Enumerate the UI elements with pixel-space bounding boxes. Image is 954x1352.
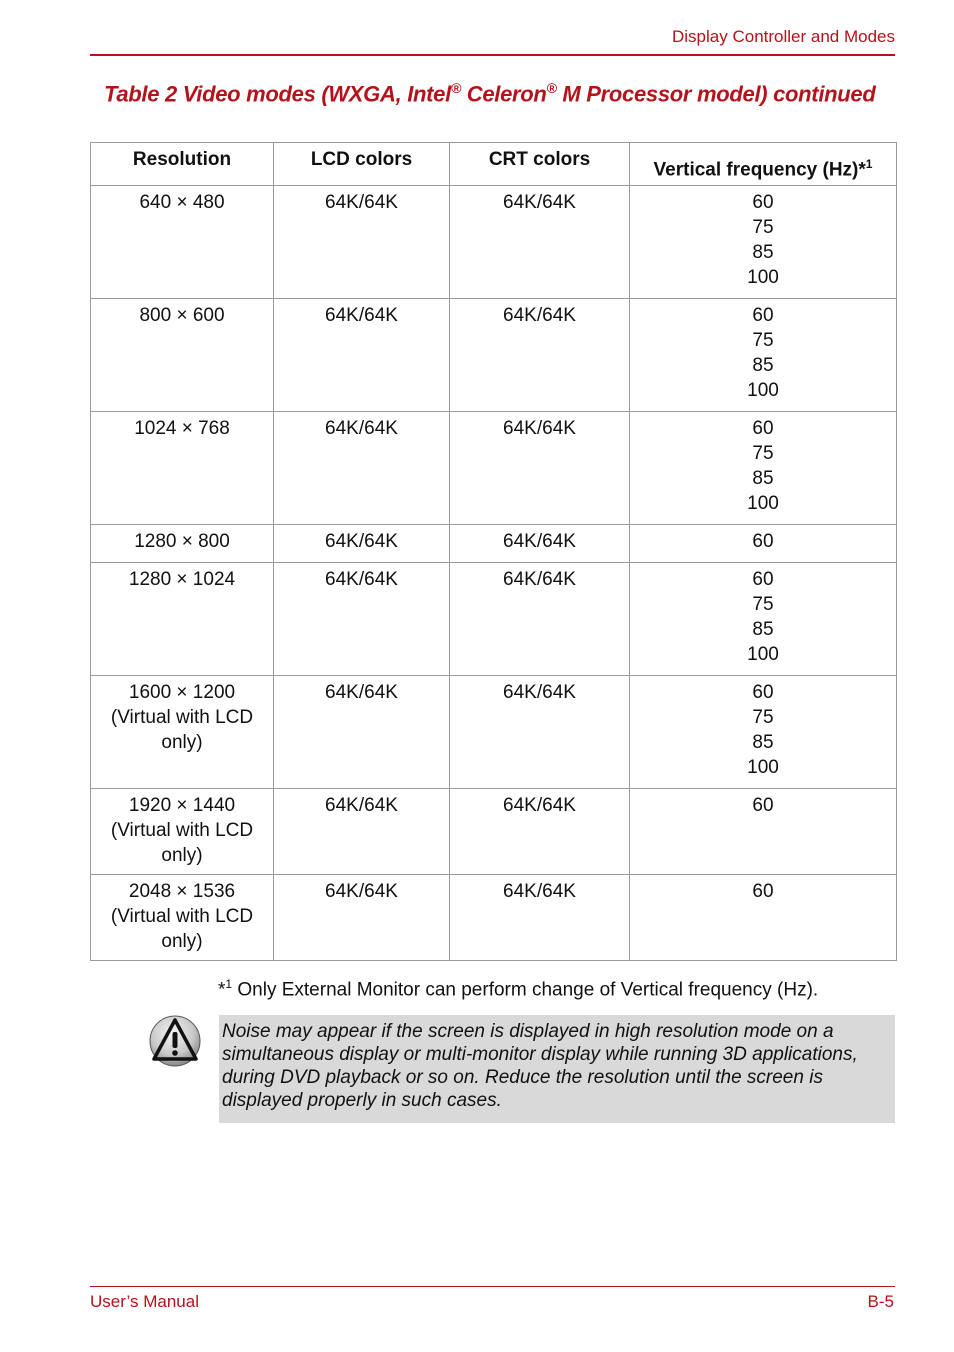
frequency-cell	[630, 563, 897, 676]
frequency-value: 75	[752, 217, 774, 238]
table-row	[91, 875, 897, 961]
running-header: Display Controller and Modes	[672, 27, 895, 46]
table-row	[91, 525, 897, 563]
resolution-cell	[91, 299, 274, 412]
resolution-note: (Virtual with LCD	[110, 820, 254, 841]
resolution-value: 1280 × 1024	[128, 569, 236, 590]
header-divider	[90, 54, 895, 56]
footnote-star: *	[218, 979, 226, 1001]
resolution-note: (Virtual with LCD	[110, 906, 254, 927]
frequency-value: 100	[747, 380, 779, 401]
footer-page-number: B-5	[867, 1292, 894, 1311]
crt-colors-cell: 64K/64K	[450, 525, 630, 563]
table-row	[91, 563, 897, 676]
frequency-cell	[630, 412, 897, 525]
footer-manual-title: User’s Manual	[90, 1292, 199, 1311]
lcd-colors-cell: 64K/64K	[274, 186, 450, 299]
lcd-colors-cell: 64K/64K	[274, 412, 450, 525]
frequency-cell	[630, 186, 897, 299]
resolution-note: only)	[161, 931, 203, 952]
resolution-note: (Virtual with LCD	[110, 707, 254, 728]
frequency-value: 75	[752, 330, 774, 351]
frequency-value: 75	[752, 443, 774, 464]
crt-colors-cell: 64K/64K	[450, 412, 630, 525]
frequency-value: 60	[752, 418, 774, 439]
column-header-resolution: Resolution	[91, 143, 274, 186]
footer-divider	[90, 1286, 895, 1287]
table-row	[91, 676, 897, 789]
frequency-value: 60	[752, 305, 774, 326]
crt-colors-cell: 64K/64K	[450, 299, 630, 412]
frequency-value: 75	[752, 594, 774, 615]
frequency-value: 85	[752, 732, 774, 753]
table-title-part2: Celeron	[460, 81, 547, 107]
frequency-cell	[630, 525, 897, 563]
frequency-cell	[630, 676, 897, 789]
resolution-cell	[91, 412, 274, 525]
resolution-note: only)	[161, 845, 203, 866]
resolution-note: only)	[161, 732, 203, 753]
resolution-value: 800 × 600	[139, 305, 225, 326]
lcd-colors-cell: 64K/64K	[274, 789, 450, 875]
frequency-value: 100	[747, 267, 779, 288]
table-title-part3: M Processor model) continued	[556, 81, 876, 107]
table-header-row	[91, 143, 897, 186]
resolution-value: 1024 × 768	[134, 418, 230, 439]
frequency-cell	[630, 875, 897, 961]
frequency-value: 100	[747, 493, 779, 514]
frequency-value: 60	[752, 795, 774, 816]
table-title	[104, 80, 876, 107]
frequency-value: 60	[752, 531, 774, 552]
lcd-colors-cell: 64K/64K	[274, 563, 450, 676]
video-modes-table	[90, 142, 897, 961]
footnote-marker: 1	[865, 156, 873, 171]
frequency-value: 60	[752, 881, 774, 902]
resolution-cell	[91, 563, 274, 676]
frequency-value: 85	[752, 468, 774, 489]
resolution-cell	[91, 186, 274, 299]
table-row	[91, 789, 897, 875]
lcd-colors-cell: 64K/64K	[274, 299, 450, 412]
lcd-colors-cell: 64K/64K	[274, 676, 450, 789]
table-row	[91, 299, 897, 412]
registered-mark: ®	[450, 80, 461, 96]
frequency-value: 85	[752, 242, 774, 263]
frequency-value: 75	[752, 707, 774, 728]
warning-triangle-icon	[148, 1014, 202, 1068]
column-header-lcd-colors: LCD colors	[274, 143, 450, 186]
frequency-value: 100	[747, 644, 779, 665]
vertical-frequency-label: Vertical frequency (Hz)*	[653, 159, 866, 181]
frequency-value: 100	[747, 757, 779, 778]
column-header-vertical-frequency	[630, 143, 897, 186]
crt-colors-cell: 64K/64K	[450, 563, 630, 676]
crt-colors-cell: 64K/64K	[450, 676, 630, 789]
lcd-colors-cell: 64K/64K	[274, 525, 450, 563]
registered-mark: ®	[546, 80, 557, 96]
lcd-colors-cell: 64K/64K	[274, 875, 450, 961]
resolution-value: 1920 × 1440	[128, 795, 236, 816]
caution-note	[219, 1015, 895, 1123]
frequency-value: 60	[752, 192, 774, 213]
table-row	[91, 186, 897, 299]
resolution-value: 1280 × 800	[134, 531, 230, 552]
frequency-value: 85	[752, 355, 774, 376]
crt-colors-cell: 64K/64K	[450, 875, 630, 961]
crt-colors-cell: 64K/64K	[450, 789, 630, 875]
resolution-cell	[91, 875, 274, 961]
frequency-cell	[630, 789, 897, 875]
resolution-cell	[91, 789, 274, 875]
caution-note-text: Noise may appear if the screen is displayed in high resolution mode on a simultaneous display or multi-monitor display while running 3D applications, during DVD playback or so on. Reduce the resolution until the screen is displayed properly in such cases.	[222, 1021, 858, 1111]
frequency-cell	[630, 299, 897, 412]
column-header-crt-colors: CRT colors	[450, 143, 630, 186]
frequency-value: 85	[752, 619, 774, 640]
table-footnote	[218, 977, 818, 1001]
resolution-value: 2048 × 1536	[128, 881, 236, 902]
resolution-cell	[91, 525, 274, 563]
footnote-text: Only External Monitor can perform change of Vertical frequency (Hz).	[232, 979, 819, 1001]
resolution-value: 640 × 480	[139, 192, 225, 213]
frequency-value: 60	[752, 569, 774, 590]
resolution-cell	[91, 676, 274, 789]
frequency-value: 60	[752, 682, 774, 703]
table-row	[91, 412, 897, 525]
crt-colors-cell: 64K/64K	[450, 186, 630, 299]
resolution-value: 1600 × 1200	[128, 682, 236, 703]
footnote-number: 1	[225, 977, 233, 991]
table-title-part1: Table 2 Video modes (WXGA, Intel	[104, 81, 451, 107]
